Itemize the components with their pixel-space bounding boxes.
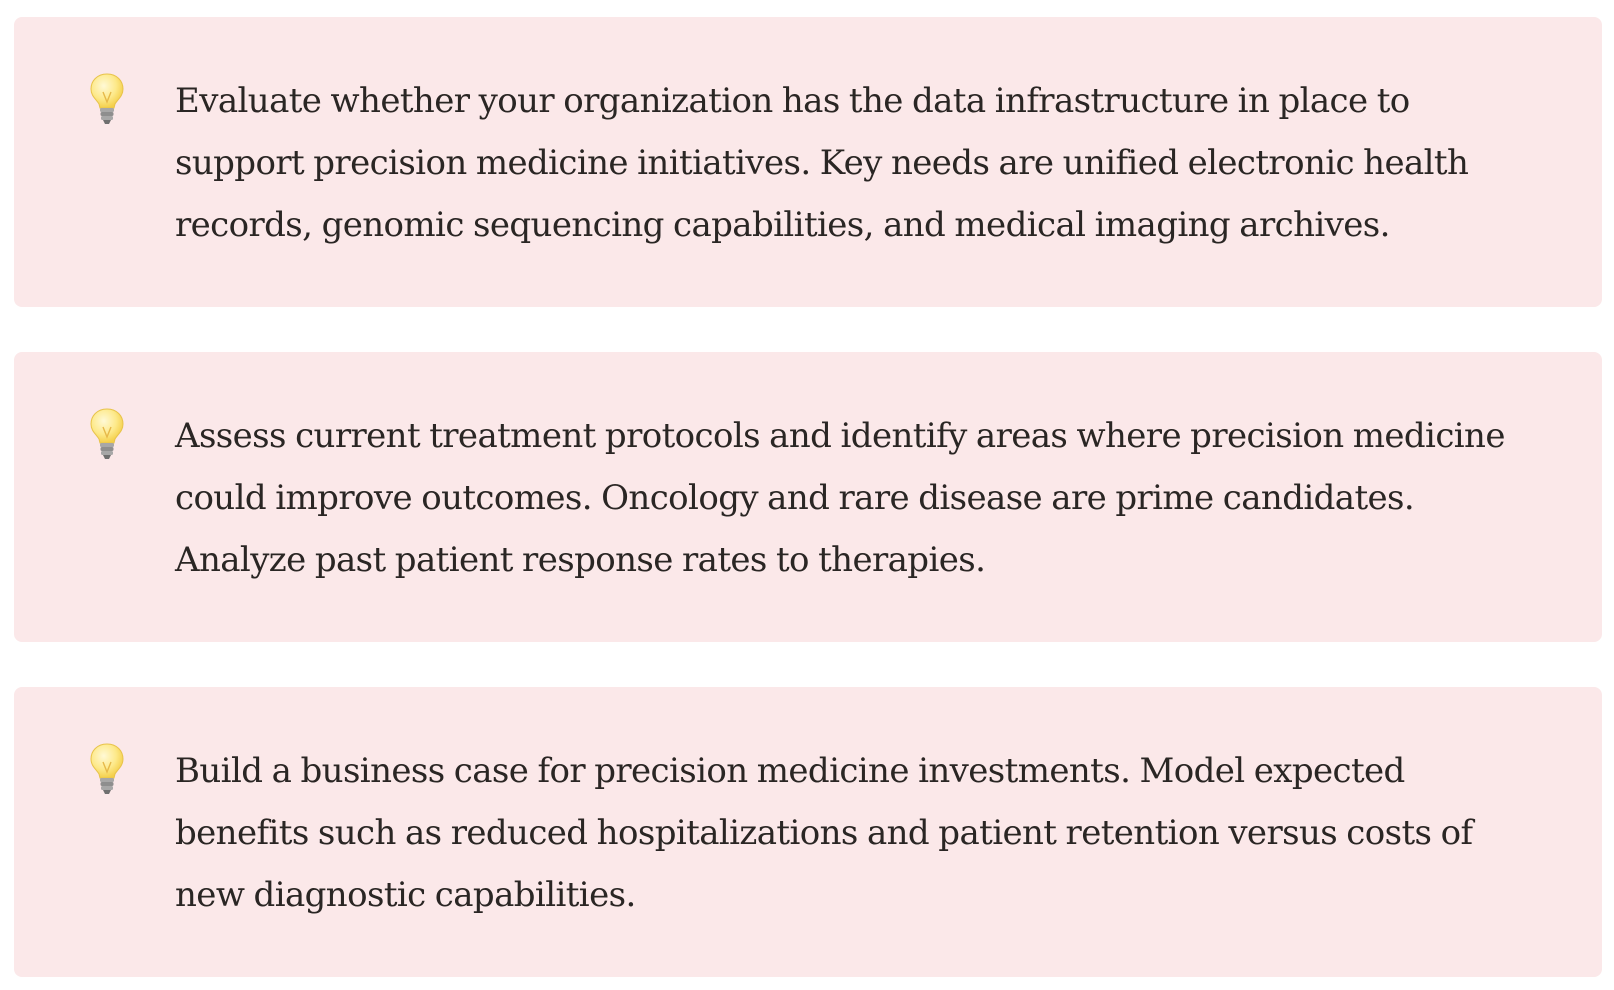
callout-text: Assess current treatment protocols and identify areas where precision medicine could improve outcomes. Oncology and rare disease are prime candidates. Analyze past patient response rates to therapies. (175, 416, 1505, 580)
lightbulb-icon (89, 407, 125, 463)
callout-block (14, 17, 1602, 307)
lightbulb-icon (89, 72, 125, 128)
callout-text: Build a business case for precision medicine investments. Model expected benefits such as reduced hospitalizations and patient retention versus costs of new diagnostic capabilities. (175, 751, 1473, 915)
lightbulb-icon (89, 742, 125, 798)
callout-block (14, 687, 1602, 977)
callout-block (14, 352, 1602, 642)
callout-text: Evaluate whether your organization has the data infrastructure in place to support precision medicine initiatives. Key needs are unified electronic health records, genomic sequencing capabilities, and medical imaging archives. (175, 81, 1469, 245)
